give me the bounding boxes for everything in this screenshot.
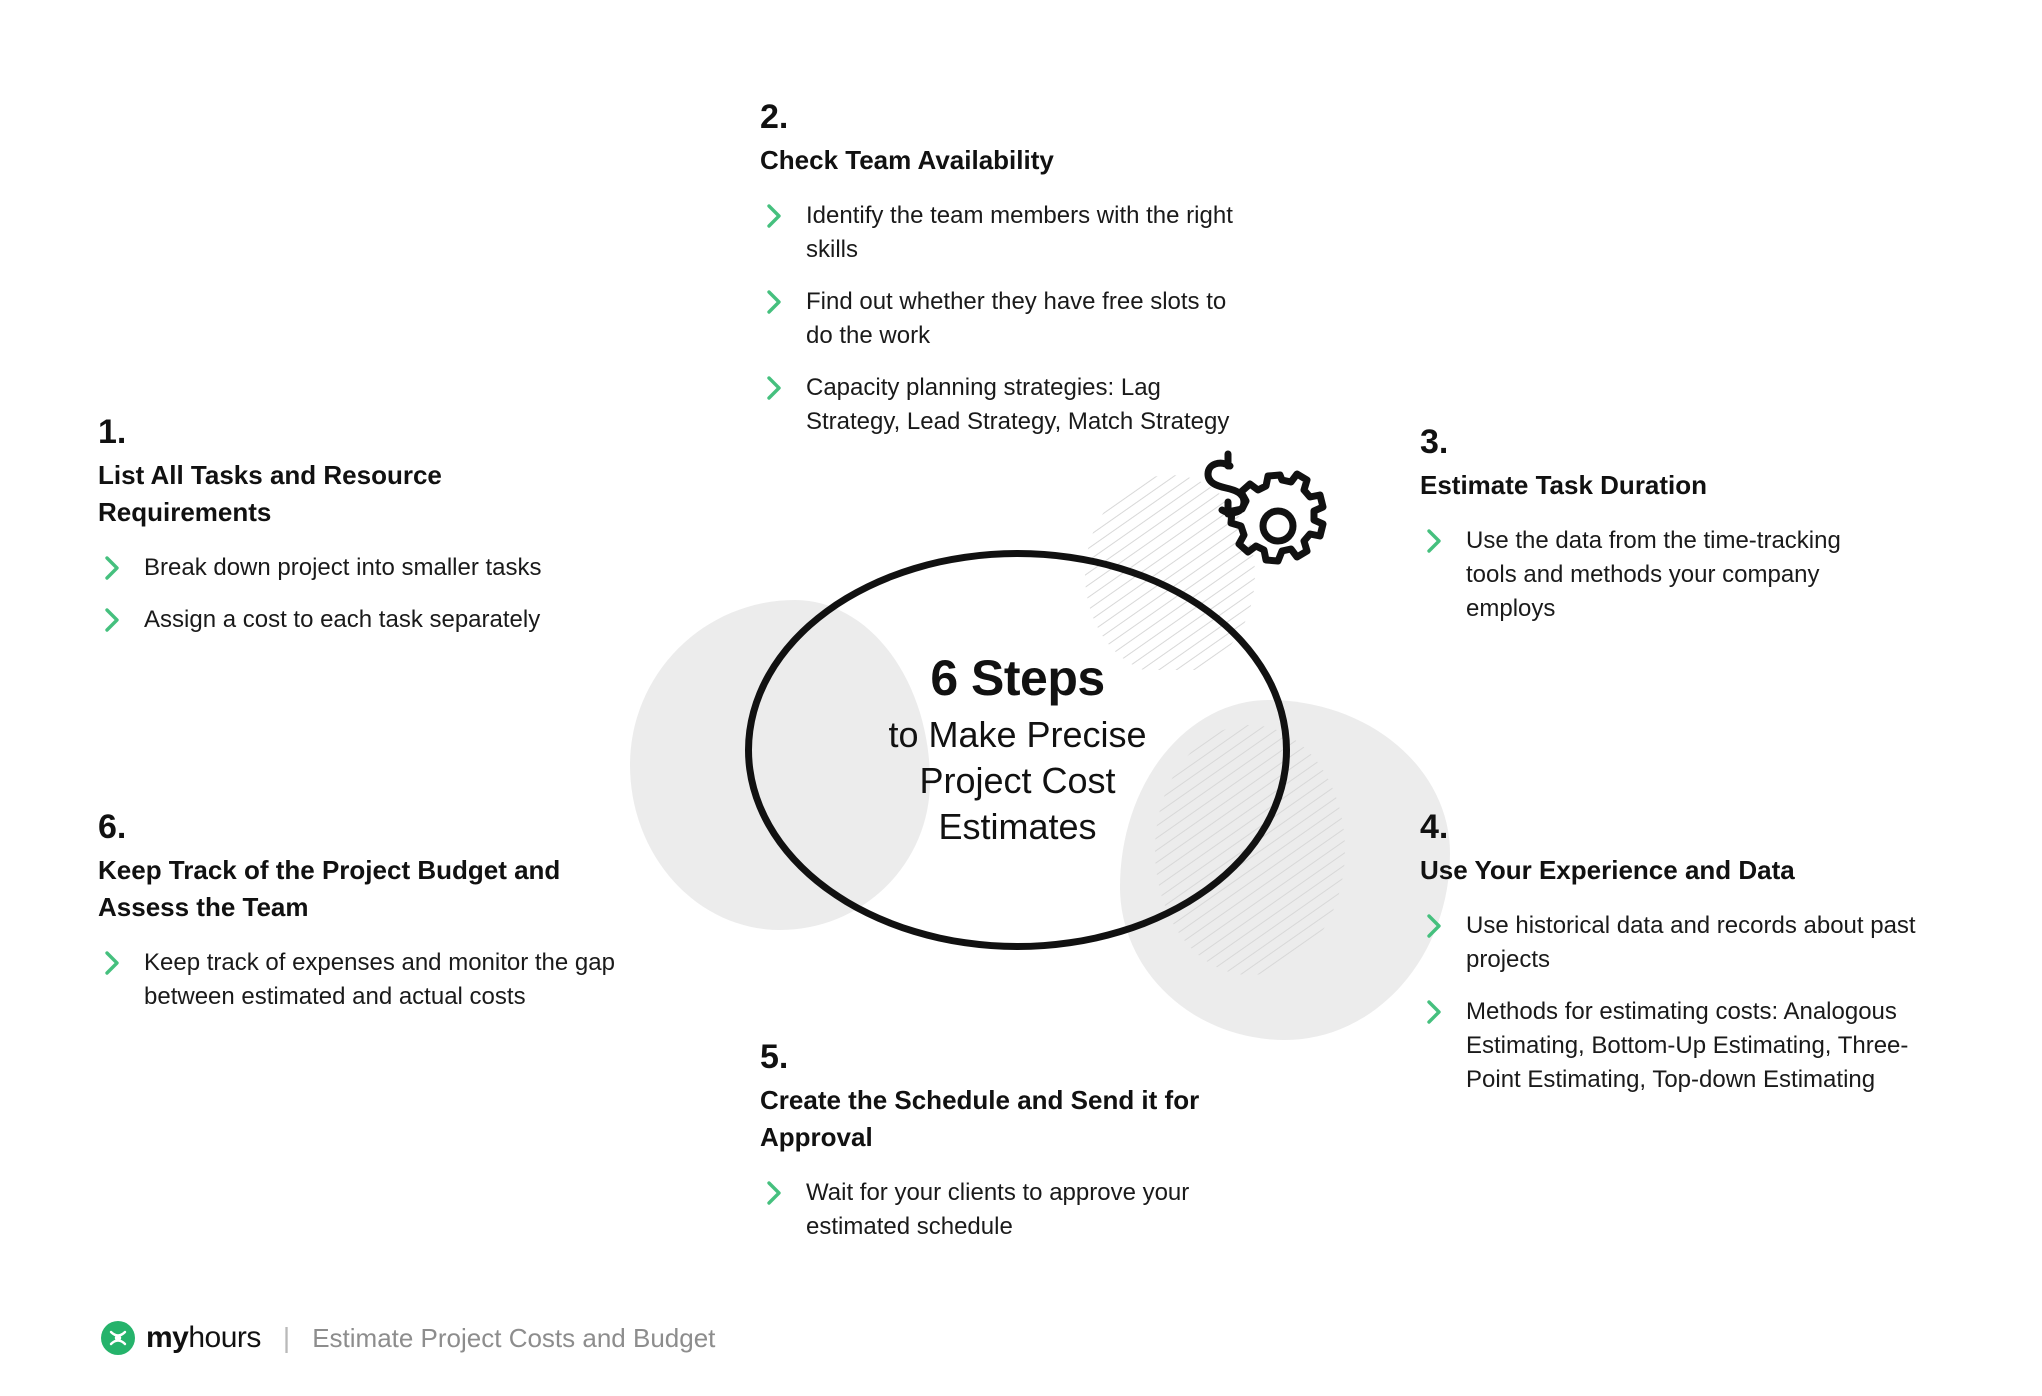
bullet-text: Methods for estimating costs: Analogous Estimating, Bottom-Up Estimating, Three-Point Estimating, Top-down Estimating <box>1466 998 1909 1094</box>
list-item <box>760 199 1240 267</box>
center-subtitle-line-2: Project Cost <box>919 759 1116 801</box>
myhours-logo-icon <box>100 1320 136 1356</box>
step-number-2: 2. <box>760 98 789 136</box>
step-number-5: 5. <box>760 1038 789 1076</box>
bullet-text: Keep track of expenses and monitor the gap between estimated and actual costs <box>144 948 615 1010</box>
list-item <box>98 603 568 637</box>
step-title-4: Use Your Experience and Data <box>1420 855 1795 885</box>
step-bullets-3 <box>1420 524 1890 626</box>
step-block-5 <box>760 1040 1280 1244</box>
chevron-right-icon <box>1426 528 1442 554</box>
bullet-text: Find out whether they have free slots to do the work <box>806 288 1227 350</box>
step-title-6: Keep Track of the Project Budget and Assess the Team <box>98 855 561 922</box>
step-title-5: Create the Schedule and Send it for Approval <box>760 1085 1200 1152</box>
step-bullets-1 <box>98 551 568 637</box>
step-block-3 <box>1420 425 1890 626</box>
step-title-1: List All Tasks and Resource Requirements <box>98 460 442 527</box>
step-title-wrap-4 <box>1420 852 1920 889</box>
list-item <box>98 551 568 585</box>
chevron-right-icon <box>104 607 120 633</box>
chevron-right-icon <box>104 555 120 581</box>
step-title-wrap-2 <box>760 142 1240 179</box>
list-item <box>760 285 1240 353</box>
bullet-text: Use historical data and records about past projects <box>1466 911 1916 973</box>
chevron-right-icon <box>104 950 120 976</box>
list-item <box>1420 524 1890 626</box>
chevron-right-icon <box>1426 999 1442 1025</box>
step-block-6 <box>98 810 618 1014</box>
step-number-1: 1. <box>98 413 127 451</box>
chevron-right-icon <box>766 203 782 229</box>
bullet-text: Use the data from the time-tracking tools and methods your company employs <box>1466 526 1841 623</box>
logo-text-bold: my <box>146 1321 189 1354</box>
step-number-4: 4. <box>1420 808 1449 846</box>
step-bullets-4 <box>1420 909 1920 1097</box>
footer-caption: Estimate Project Costs and Budget <box>312 1322 716 1353</box>
center-subtitle-line-3: Estimates <box>938 805 1097 847</box>
step-number-6: 6. <box>98 808 127 846</box>
list-item <box>760 1176 1280 1244</box>
step-title-3: Estimate Task Duration <box>1420 470 1708 500</box>
bullet-text: Identify the team members with the right skills <box>806 201 1233 263</box>
list-item <box>1420 909 1920 977</box>
list-item <box>98 946 618 1014</box>
step-block-1 <box>98 415 568 637</box>
step-title-wrap-6 <box>98 852 618 926</box>
footer-separator: | <box>282 1322 291 1353</box>
step-number-3: 3. <box>1420 423 1449 461</box>
chevron-right-icon <box>766 375 782 401</box>
bullet-text: Assign a cost to each task separately <box>144 605 541 633</box>
myhours-wordmark <box>146 1321 261 1355</box>
step-bullets-6 <box>98 946 618 1014</box>
bullet-text: Wait for your clients to approve your estimated schedule <box>806 1178 1190 1240</box>
bullet-text: Capacity planning strategies: Lag Strategy, Lead Strategy, Match Strategy <box>806 374 1230 436</box>
step-bullets-5 <box>760 1176 1280 1244</box>
step-bullets-2 <box>760 199 1240 439</box>
footer <box>100 1320 715 1356</box>
step-title-wrap-3 <box>1420 467 1890 504</box>
chevron-right-icon <box>1426 913 1442 939</box>
money-gear-icon <box>1190 440 1330 580</box>
step-block-4 <box>1420 810 1920 1097</box>
step-title-wrap-5 <box>760 1082 1280 1156</box>
logo-text-light: hours <box>188 1321 261 1354</box>
bullet-text: Break down project into smaller tasks <box>144 553 542 581</box>
center-callout <box>745 550 1290 950</box>
list-item <box>1420 995 1920 1097</box>
chevron-right-icon <box>766 1180 782 1206</box>
step-title-2: Check Team Availability <box>760 145 1054 175</box>
step-block-2 <box>760 100 1240 439</box>
chevron-right-icon <box>766 289 782 315</box>
list-item <box>760 371 1240 439</box>
center-title: 6 Steps <box>930 650 1105 707</box>
center-subtitle-line-1: to Make Precise <box>888 713 1147 755</box>
center-text-group <box>745 550 1290 950</box>
step-title-wrap-1 <box>98 457 568 531</box>
